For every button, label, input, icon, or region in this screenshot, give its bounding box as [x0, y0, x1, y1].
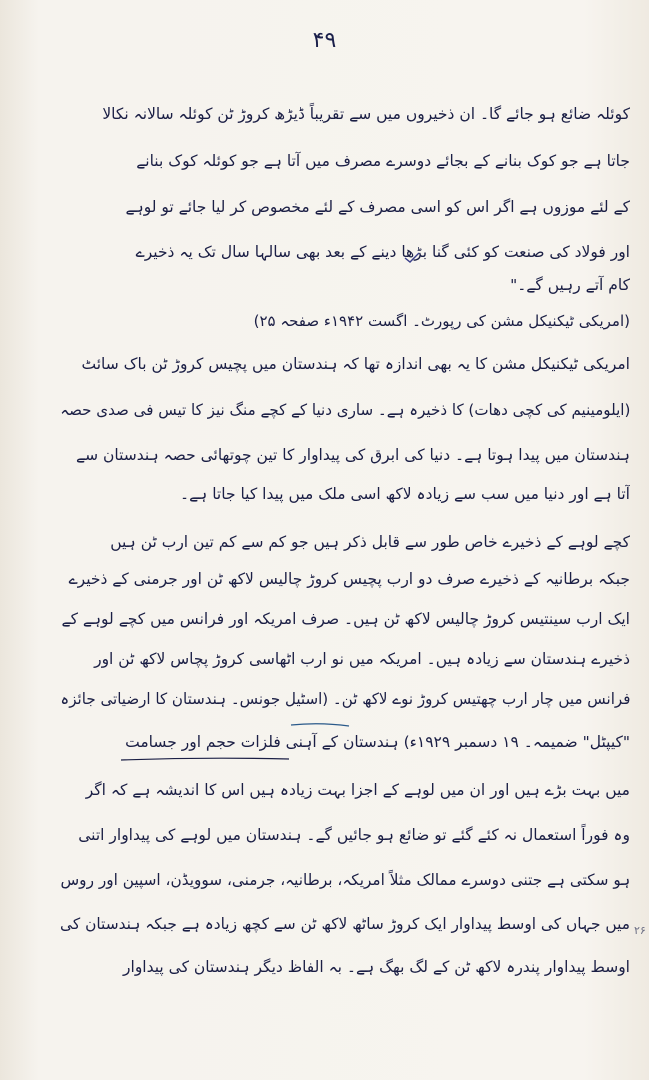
text-line: کچے لوہے کے ذخیرے خاص طور سے قابل ذکر ہیں جو کم سے کم تین ارب ٹن ہیں — [110, 533, 630, 551]
text-line: ذخیرے ہندستان سے زیادہ ہیں۔ امریکہ میں نو ارب اٹھاسی کروڑ پچاس لاکھ ٹن اور — [94, 650, 630, 668]
text-line: اوسط پیداوار پندرہ لاکھ ٹن کے لگ بھگ ہے۔ بہ الفاظ دیگر ہندستان کی پیداوار — [123, 958, 630, 976]
page-number: ۴۹ — [312, 28, 337, 53]
text-line: ہو سکتی ہے جتنی دوسرے ممالک مثلاً امریکہ، برطانیہ، جرمنی، سوویڈن، اسپین اور روس — [60, 871, 630, 889]
margin-note: ۲۶ — [634, 924, 646, 937]
text-line: امریکی ٹیکنیکل مشن کا یہ بھی اندازہ تھا کہ ہندستان میں پچیس کروڑ ٹن باک سائٹ — [81, 355, 630, 373]
text-line: کام آتے رہیں گے۔" — [510, 276, 630, 294]
text-line: میں بہت بڑے ہیں اور ان میں لوہے کے اجزا بہت زیادہ ہیں اس کا اندیشہ ہے کہ اگر — [85, 781, 630, 799]
text-line: فرانس میں چار ارب چھتیس کروڑ نوے لاکھ ٹن۔ (اسٹیل جونس۔ ہندستان کا ارضیاتی جائزہ — [60, 690, 630, 708]
text-line: میں جہاں کی اوسط پیداوار ایک کروڑ ساٹھ لاکھ ٹن سے کچھ زیادہ ہے جبکہ ہندستان کی — [60, 915, 630, 933]
text-line: کے لئے موزوں ہے اگر اس کو اسی مصرف کے لئے مخصوص کر لیا جائے تو لوہے — [125, 198, 630, 216]
text-line: کوئلہ ضائع ہو جائے گا۔ ان ذخیروں میں سے تقریباً ڈیڑھ کروڑ ٹن کوئلہ سالانہ نکالا — [102, 105, 630, 123]
text-line: آتا ہے اور دنیا میں سب سے زیادہ لاکھ اسی ملک میں پیدا کیا جاتا ہے۔ — [180, 485, 630, 503]
text-line: جاتا ہے جو کوک بنانے کے بجائے دوسرے مصرف میں آتا ہے جو کوئلہ کوک بنانے — [136, 152, 630, 170]
text-line: وہ فوراً استعمال نہ کئے گئے تو ضائع ہو جائیں گے۔ ہندستان میں لوہے کی پیداوار اتنی — [78, 826, 630, 844]
text-line: اور فولاد کی صنعت کو کئی گنا بڑھا دینے کے بعد بھی سالہا سال تک یہ ذخیرے — [135, 243, 630, 261]
text-line: ہندستان میں پیدا ہوتا ہے۔ دنیا کی ابرق کی پیداوار کا تین چوتھائی حصہ ہندستان سے — [75, 446, 630, 464]
text-line: (ایلومینیم کی کچی دھات) کا ذخیرہ ہے۔ ساری دنیا کے کچے منگ نیز کا تیس فی صدی حصہ — [60, 401, 630, 419]
text-line: جبکہ برطانیہ کے ذخیرے صرف دو ارب پچیس کروڑ چالیس لاکھ ٹن اور جرمنی کے ذخیرے — [68, 570, 630, 588]
citation-line: (امریکی ٹیکنیکل مشن کی رپورٹ۔ اگست ۱۹۴۲ء صفحہ ۲۵) — [253, 312, 630, 330]
text-line: ایک ارب سینتیس کروڑ چالیس لاکھ ٹن ہیں۔ صرف امریکہ اور فرانس میں کچے لوہے کے — [61, 610, 630, 628]
text-line: "کیپٹل" ضمیمہ۔ ۱۹ دسمبر ۱۹۲۹ء) ہندستان کے آہنی فلزات حجم اور جسامت — [125, 733, 630, 751]
